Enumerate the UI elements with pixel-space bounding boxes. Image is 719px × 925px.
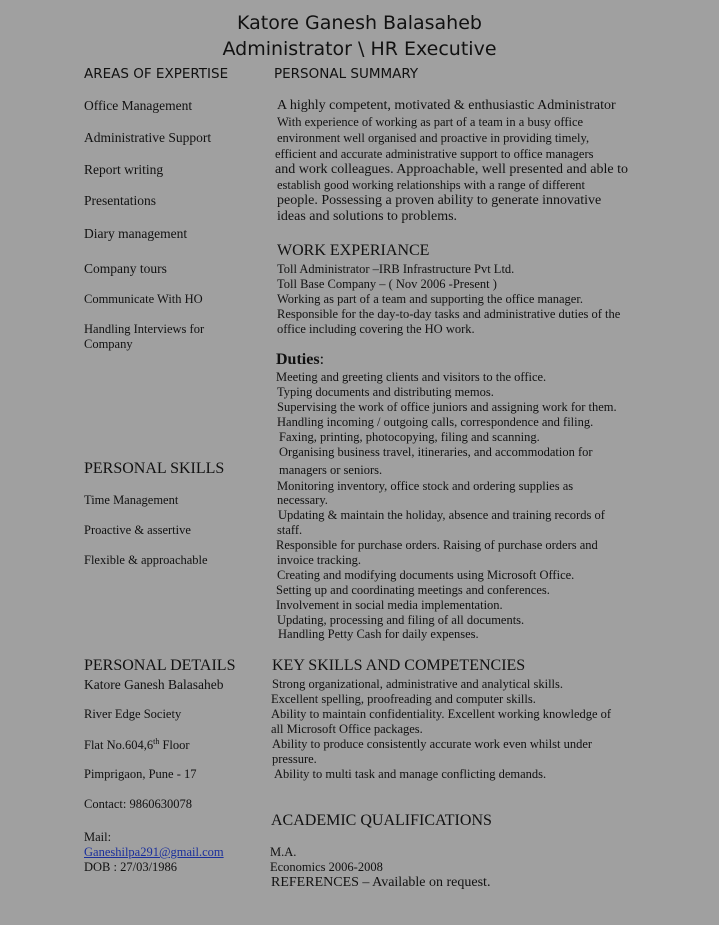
duties-heading — [276, 351, 324, 369]
skill-item: Proactive & assertive — [84, 523, 191, 537]
expertise-item: Administrative Support — [84, 130, 212, 145]
experience-heading: WORK EXPERIANCE — [277, 242, 430, 259]
summary-line: people. Possessing a proven ability to generate innovative — [277, 193, 602, 208]
duty-line: Creating and modifying documents using Microsoft Office. — [277, 568, 575, 582]
flat-superscript: th — [153, 737, 160, 746]
duty-line: Meeting and greeting clients and visitors to the office. — [276, 370, 547, 384]
details-flat — [84, 737, 190, 753]
expertise-item: Company tours — [84, 261, 167, 276]
academic-degree: M.A. — [270, 845, 297, 859]
duty-line: necessary. — [277, 493, 328, 507]
details-name: Katore Ganesh Balasaheb — [84, 677, 224, 692]
key-skill-line: Ability to produce consistently accurate work even whilst under — [272, 737, 593, 751]
summary-line: A highly competent, motivated & enthusiastic Administrator — [277, 98, 616, 113]
skill-item: Flexible & approachable — [84, 553, 208, 567]
duty-line: Involvement in social media implementation. — [276, 598, 503, 612]
summary-line: and work colleagues. Approachable, well presented and able to — [275, 162, 628, 177]
experience-line: office including covering the HO work. — [277, 322, 475, 336]
key-skills-heading: KEY SKILLS AND COMPETENCIES — [272, 657, 526, 674]
summary-line: establish good working relationships with a range of different — [277, 178, 586, 192]
expertise-item: Communicate With HO — [84, 292, 203, 306]
details-dob: DOB : 27/03/1986 — [84, 860, 178, 874]
duty-line: managers or seniors. — [279, 463, 383, 477]
duties-heading-colon: : — [319, 351, 325, 368]
key-skill-line: Excellent spelling, proofreading and computer skills. — [271, 692, 536, 706]
key-skill-line: Ability to multi task and manage conflicting demands. — [274, 767, 547, 781]
key-skill-line: Ability to maintain confidentiality. Excellent working knowledge of — [271, 707, 612, 721]
skill-item: Time Management — [84, 493, 179, 507]
skills-heading: PERSONAL SKILLS — [84, 460, 225, 477]
flat-floor: Floor — [159, 738, 190, 753]
expertise-item: Report writing — [84, 162, 164, 177]
expertise-item: Office Management — [84, 98, 193, 113]
expertise-item: Handling Interviews for — [84, 322, 205, 336]
academic-field: Economics 2006-2008 — [270, 860, 383, 874]
expertise-item: Company — [84, 337, 133, 351]
duty-line: Responsible for purchase orders. Raising of purchase orders and — [276, 538, 598, 552]
duty-line: Handling Petty Cash for daily expenses. — [278, 627, 479, 641]
duty-line: Updating & maintain the holiday, absence and training records of — [278, 508, 605, 522]
experience-line: Working as part of a team and supporting the office manager. — [277, 292, 583, 306]
duty-line: Organising business travel, itineraries, and accommodation for — [279, 445, 593, 459]
details-heading: PERSONAL DETAILS — [84, 657, 236, 674]
duty-line: Faxing, printing, photocopying, filing and scanning. — [279, 430, 540, 444]
candidate-name: Katore Ganesh Balasaheb — [237, 12, 482, 34]
experience-line: Toll Administrator –IRB Infrastructure Pvt Ltd. — [277, 262, 515, 276]
duty-line: Monitoring inventory, office stock and ordering supplies as — [277, 479, 574, 493]
duty-line: Handling incoming / outgoing calls, correspondence and filing. — [277, 415, 594, 429]
experience-line: Toll Base Company – ( Nov 2006 -Present ) — [277, 277, 497, 291]
email-link[interactable]: Ganeshilpa291@gmail.com — [84, 845, 224, 859]
details-contact: Contact: 9860630078 — [84, 797, 192, 811]
duty-line: Typing documents and distributing memos. — [277, 385, 494, 399]
summary-line: environment well organised and proactive in providing timely, — [277, 131, 590, 145]
summary-line: ideas and solutions to problems. — [277, 209, 458, 224]
summary-heading: PERSONAL SUMMARY — [274, 66, 419, 82]
summary-line: With experience of working as part of a team in a busy office — [277, 115, 584, 129]
key-skill-line: Strong organizational, administrative and analytical skills. — [272, 677, 564, 691]
duty-line: Setting up and coordinating meetings and conferences. — [276, 583, 550, 597]
expertise-heading: AREAS OF EXPERTISE — [84, 66, 229, 82]
duty-line: staff. — [277, 523, 303, 537]
duties-heading-text: Duties — [276, 351, 320, 368]
candidate-role: Administrator \ HR Executive — [222, 38, 497, 60]
academic-heading: ACADEMIC QUALIFICATIONS — [271, 812, 492, 829]
expertise-item: Presentations — [84, 193, 156, 208]
expertise-item: Diary management — [84, 226, 188, 241]
flat-number: Flat No.604,6 — [84, 738, 154, 753]
details-city: Pimprigaon, Pune - 17 — [84, 767, 197, 781]
duty-line: invoice tracking. — [277, 553, 361, 567]
experience-line: Responsible for the day-to-day tasks and administrative duties of the — [277, 307, 621, 321]
details-society: River Edge Society — [84, 707, 182, 721]
key-skill-line: all Microsoft Office packages. — [271, 722, 423, 736]
duty-line: Updating, processing and filing of all documents. — [277, 613, 525, 627]
duty-line: Supervising the work of office juniors and assigning work for them. — [277, 400, 617, 414]
key-skill-line: pressure. — [272, 752, 317, 766]
summary-line: efficient and accurate administrative support to office managers — [275, 147, 594, 161]
references-line: REFERENCES – Available on request. — [271, 875, 491, 890]
details-mail-label: Mail: — [84, 830, 112, 844]
